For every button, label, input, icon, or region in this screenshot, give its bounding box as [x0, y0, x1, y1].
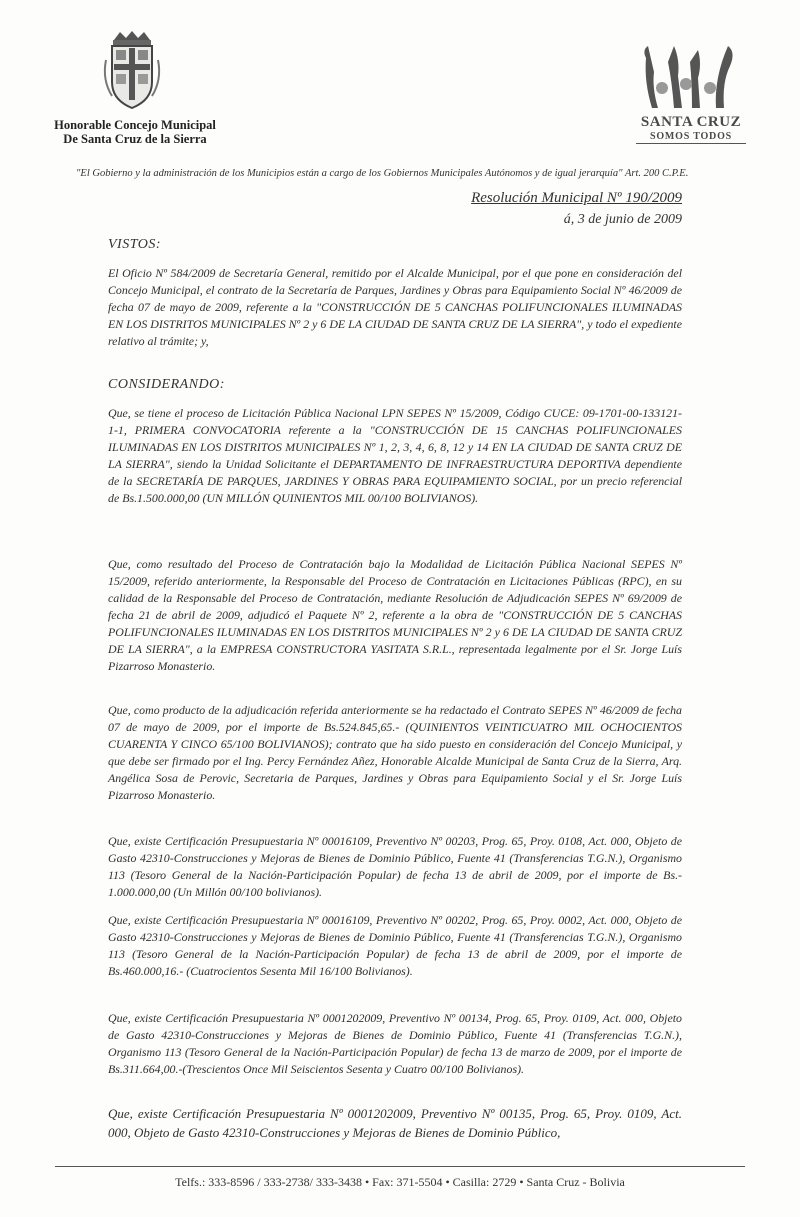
- paragraph-certificacion-4: Que, existe Certificación Presupuestaria Nº 0001202009, Preventivo Nº 00135, Prog. 65, Proy. 0109, Act. 000, Objeto de Gasto 42310-Construcciones y Mejoras de Bienes de Dominio Público,: [108, 1106, 682, 1140]
- council-line-1: Honorable Concejo Municipal: [54, 118, 216, 132]
- brand-name: SANTA CRUZ: [640, 114, 742, 130]
- brand-slogan: SOMOS TODOS: [636, 131, 746, 144]
- heading-vistos: VISTOS:: [108, 237, 162, 252]
- paragraph-certificacion-1: Que, existe Certificación Presupuestaria Nº 00016109, Preventivo Nº 00203, Prog. 65, Proy. 0108, Act. 000, Objeto de Gasto 42310-Construcciones y Mejoras de Bienes de Dominio Público, Fuente 41 (Transferencias T.G.N.), Organismo 113 (Tesoro General de la Nación-Participación Popular) de fecha 13 de abril de 2009, por el importe de Bs.- 1.000.000,00 (Un Millón 00/100 bolivianos).: [108, 834, 682, 899]
- constitution-quote: "El Gobierno y la administración de los Municipios están a cargo de los Gobiernos Municipales Autónomos y de igual jerarquía" Art. 200 C.P.E.: [76, 168, 689, 179]
- paragraph-adjudicacion: Que, como resultado del Proceso de Contratación bajo la Modalidad de Licitación Pública Nacional SEPES Nº 15/2009, referido anteriormente, la Responsable del Proceso de Contratación en Licitaciones Públicas (RPC), en su calidad de la Responsable del Proceso de Contratación, mediante Resolución de Adjudicación SEPES Nº 69/2009 de fecha 21 de abril de 2009, adjudicó el Paquete Nº 2, referente a la obra de "CONSTRUCCIÓN DE 5 CANCHAS POLIFUNCIONALES ILUMINADAS EN LOS DISTRITOS MUNICIPALES Nº 2 y 6 DE LA CIUDAD DE SANTA CRUZ DE LA SIERRA", a la EMPRESA CONSTRUCTORA YASITATA S.R.L., representada legalmente por el Sr. Jorge Luís Pizarroso Monasterio.: [108, 557, 682, 673]
- footer-contact: Telfs.: 333-8596 / 333-2738/ 333-3438 • Fax: 371-5504 • Casilla: 2729 • Santa Cruz - Bolivia: [175, 1175, 625, 1189]
- paragraph-vistos: El Oficio Nº 584/2009 de Secretaría General, remitido por el Alcalde Municipal, por el que pone en consideración del Concejo Municipal, el contrato de la Secretaría de Parques, Jardines y Obras para Equipamiento Social Nº 46/2009 de fecha 07 de mayo de 2009, referente a la "CONSTRUCCIÓN DE 5 CANCHAS POLIFUNCIONALES ILUMINADAS EN LOS DISTRITOS MUNICIPALES Nº 2 y 6 DE LA CIUDAD DE SANTA CRUZ DE LA SIERRA", y todo el expediente relativo al trámite; y,: [108, 266, 682, 348]
- footer-divider: [55, 1166, 745, 1167]
- paragraph-contrato: Que, como producto de la adjudicación referida anteriormente se ha redactado el Contrato SEPES Nº 46/2009 de fecha 07 de mayo de 2009, por el importe de Bs.524.845,65.- (QUINIENTOS VEINTICUATRO MIL OCHOCIENTOS CUARENTA Y CINCO 65/100 BOLIVIANOS); contrato que ha sido puesto en consideración del Concejo Municipal, y que debe ser firmado por el Ing. Percy Fernández Añez, Honorable Alcalde Municipal de Santa Cruz de la Sierra, Arq. Angélica Sosa de Perovic, Secretaria de Parques, Jardines y Obras para Equipamiento Social y el Sr. Jorge Luís Pizarroso Monasterio.: [108, 703, 682, 802]
- paragraph-certificacion-2: Que, existe Certificación Presupuestaria Nº 00016109, Preventivo Nº 00202, Prog. 65, Proy. 0002, Act. 000, Objeto de Gasto 42310-Construcciones y Mejoras de Bienes de Dominio Público, Fuente 41 (Transferencias T.G.N.), Organismo 113 (Tesoro General de la Nación-Participación Popular) de fecha 13 de abril de 2009, por el importe de Bs.460.000,16.- (Cuatrocientos Sesenta Mil 16/100 Bolivianos).: [108, 913, 682, 978]
- heading-considerando: CONSIDERANDO:: [108, 377, 225, 392]
- council-line-2: De Santa Cruz de la Sierra: [63, 132, 207, 146]
- council-name: [40, 118, 230, 146]
- municipal-crest-icon: [100, 30, 164, 114]
- resolution-date: á, 3 de junio de 2009: [563, 212, 682, 227]
- paragraph-licitacion: Que, se tiene el proceso de Licitación Pública Nacional LPN SEPES Nº 15/2009, Código CUCE: 09-1701-00-133121-1-1, PRIMERA CONVOCATORIA referente a la "CONSTRUCCIÓN DE 15 CANCHAS POLIFUNCIONALES ILUMINADAS EN LOS DISTRITOS MUNICIPALES Nº 1, 2, 3, 4, 6, 8, 12 y 14 EN LA CIUDAD DE SANTA CRUZ DE LA SIERRA", siendo la Unidad Solicitante el DEPARTAMENTO DE INFRAESTRUCTURA DEPORTIVA dependiente de la SECRETARÍA DE PARQUES, JARDINES Y OBRAS PARA EQUIPAMIENTO SOCIAL, por un precio referencial de Bs.1.500.000,00 (UN MILLÓN QUINIENTOS MIL 00/100 BOLIVIANOS).: [108, 406, 682, 505]
- paragraph-certificacion-3: Que, existe Certificación Presupuestaria Nº 0001202009, Preventivo Nº 00134, Prog. 65, Proy. 0109, Act. 000, Objeto de Gasto 42310-Construcciones y Mejoras de Bienes de Dominio Público, Fuente 41 (Transferencias T.G.N.), Organismo 113 (Tesoro General de la Nación-Participación Popular) de fecha 13 de marzo de 2009, por el importe de Bs.311.664,00.-(Trescientos Once Mil Seiscientos Sesenta y Cuatro 00/100 Bolivianos).: [108, 1011, 682, 1076]
- resolution-title: Resolución Municipal Nº 190/2009: [471, 190, 682, 206]
